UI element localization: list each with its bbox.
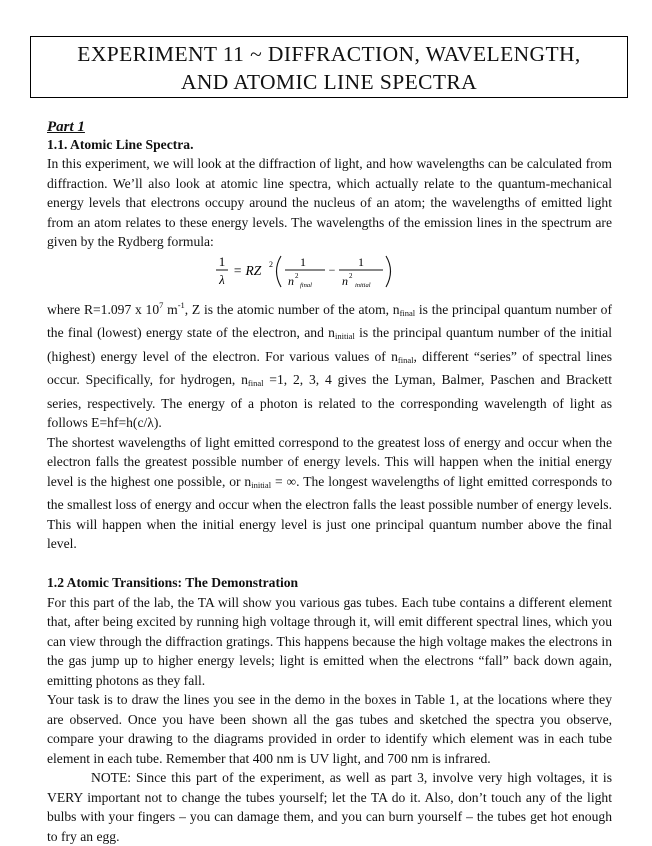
task-paragraph: Your task is to draw the lines you see in the demo in the boxes in Table 1, at the locations where they are observed. Once you have been shown all the gas tubes and sketched the spectra you observe, compare your drawing to the diagrams provided in order to identify which element was in each tube element in each tube. Remember that 400 nm is UV light, and 700 nm is infrared. xyxy=(47,692,612,766)
frac2-n-sub: initial xyxy=(355,281,371,289)
document-body xyxy=(47,118,612,846)
rydberg-formula-svg xyxy=(215,253,415,293)
frac2-n: n xyxy=(342,273,348,288)
frac1-n-exp: 2 xyxy=(295,271,299,280)
title-box xyxy=(30,36,628,98)
rz-term: = RZ xyxy=(233,262,262,278)
lhs-numerator: 1 xyxy=(218,253,226,269)
minus-sign: − xyxy=(328,262,336,277)
right-paren xyxy=(386,256,391,287)
rydberg-formula xyxy=(47,253,612,293)
frac1-n: n xyxy=(288,273,294,288)
rz-exponent: 2 xyxy=(269,259,273,269)
note-paragraph: NOTE: Since this part of the experiment, as well as part 3, involve very high voltages, it is VERY important not to change the tubes yourself; let the TA do it. Also, don’t touch any of the light bulbs with your fingers – you can damage them, and you can burn yourself – the tubes get hot enough to fry an egg. xyxy=(47,770,612,844)
title-line-2: AND ATOMIC LINE SPECTRA xyxy=(180,70,478,94)
lhs-denominator: λ xyxy=(219,271,225,287)
frac2-n-exp: 2 xyxy=(349,271,353,280)
title-line-1: EXPERIMENT 11 ~ DIFFRACTION, WAVELENGTH, xyxy=(77,42,581,66)
section-1-2-title: 1.2 Atomic Transitions: The Demonstration xyxy=(47,574,299,590)
frac2-numerator: 1 xyxy=(358,254,364,269)
left-paren xyxy=(277,256,282,287)
where-paragraph: where R=1.097 x $10^7$ $m^{-1}$, Z is the atomic number of the atom, $n_{final}$ is the principal quantum number of the final (lowest) energy state of the electron, and $n_{initial}$ is the principal quantum number of the initial (highest) energy level of the electron. For various values of $n_{final}$, different “series” of spectral lines occur. Specifically, for hydrogen, $n_{final} =1$, 2, 3, 4 gives the Lyman, Balmer, Paschen and Brackett series, respectively. The energy of a photon is related to the corresponding wavelength of light as follows E=hf=h(c/λ). xyxy=(47,299,612,430)
demo-paragraph: For this part of the lab, the TA will show you various gas tubes. Each tube contains a different element that, after being excited by running high voltage through it, will emit different spectral lines, which you can view through the diffraction gratings. This happens because the high voltage makes the electrons in the gas jump up to higher energy levels; light is emitted when the electrons “fall” back down again, emitting photons as they fall. xyxy=(47,594,612,688)
shortest-wavelength-paragraph: The shortest wavelengths of light emitted correspond to the greatest loss of energy and occur when the electron falls the greatest possible number of energy levels. This will happen when the initial energy level is the highest one possible, or $n_{initial}$ = ∞. The longest wavelengths of light emitted corresponds to the smallest loss of energy and occur when the electron falls the least possible number of energy levels. This will happen when the initial energy level is just one principal quantum number above the final level. xyxy=(47,434,612,551)
frac1-n-sub: final xyxy=(300,281,312,289)
part-heading: Part 1 xyxy=(47,119,85,135)
section-1-1-title: 1.1. Atomic Line Spectra. xyxy=(47,137,194,152)
intro-paragraph: In this experiment, we will look at the diffraction of light, and how wavelengths can be calculated from diffraction. We’ll also look at atomic line spectra, which actually relate to the quantum-mechanical energy levels that electrons occupy around the nucleus of an atom; the wavelengths of emitted light from an atom relates to these energy levels. The wavelengths of the emission lines in the spectrum are given by the Rydberg formula: xyxy=(47,156,612,249)
frac1-numerator: 1 xyxy=(300,254,306,269)
